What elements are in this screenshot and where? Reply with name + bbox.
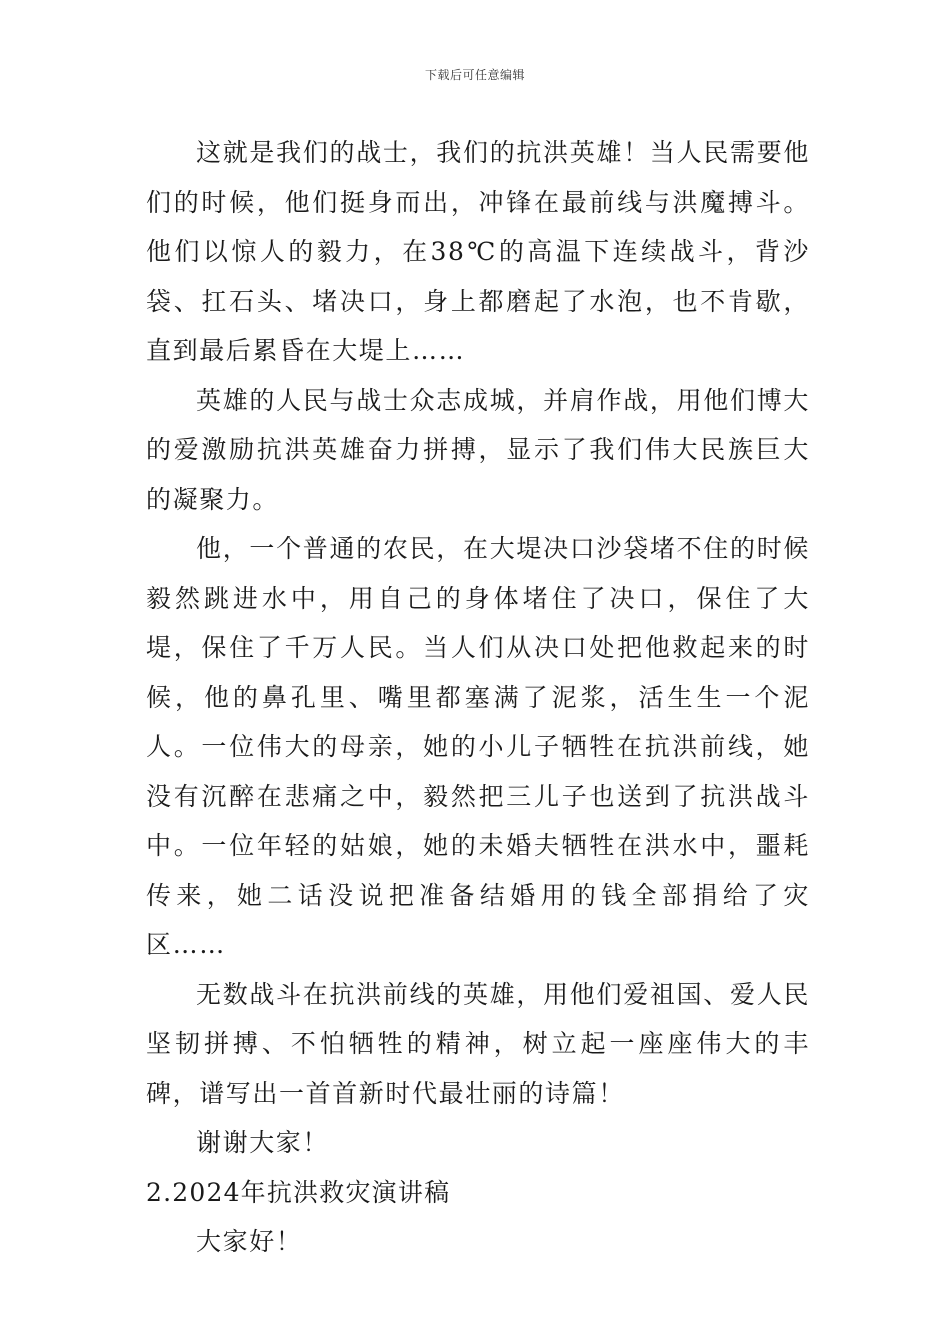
header-note: 下载后可任意编辑 bbox=[424, 68, 525, 82]
section-heading: 2.2024年抗洪救灾演讲稿 bbox=[146, 1177, 451, 1207]
paragraph-stories: 他，一个普通的农民，在大堤决口沙袋堵不住的时候毅然跳进水中，用自己的身体堵住了决口，保住了大堤，保住了千万人民。当人们从决口处把他救起来的时候，他的鼻孔里、嘴里都塞满了泥浆，活生生一个泥人。一位伟大的母亲，她的小儿子牺牲在抗洪前线，她没有沉醉在悲痛之中，毅然把三儿子也送到了抗洪战斗中。一位年轻的姑娘，她的未婚夫牺牲在洪水中，噩耗传来，她二话没说把准备结婚用的钱全部捐给了灾区…… bbox=[146, 534, 810, 959]
paragraph-people-and-soldiers: 英雄的人民与战士众志成城，并肩作战，用他们博大的爱激励抗洪英雄奋力拼搏，显示了我们伟大民族巨大的凝聚力。 bbox=[146, 385, 810, 514]
paragraph-heroes: 这就是我们的战士，我们的抗洪英雄！当人民需要他们的时候，他们挺身而出，冲锋在最前线与洪魔搏斗。他们以惊人的毅力，在38℃的高温下连续战斗，背沙袋、扛石头、堵决口，身上都磨起了水泡，也不肯歇，直到最后累昏在大堤上…… bbox=[146, 138, 810, 365]
paragraph-monument: 无数战斗在抗洪前线的英雄，用他们爱祖国、爱人民坚韧拼搏、不怕牺牲的精神，树立起一座座伟大的丰碑，谱写出一首首新时代最壮丽的诗篇！ bbox=[146, 979, 810, 1108]
paragraph-greeting: 大家好！ bbox=[196, 1227, 303, 1256]
paragraph-thanks: 谢谢大家！ bbox=[196, 1128, 330, 1157]
document-body bbox=[146, 128, 810, 1267]
